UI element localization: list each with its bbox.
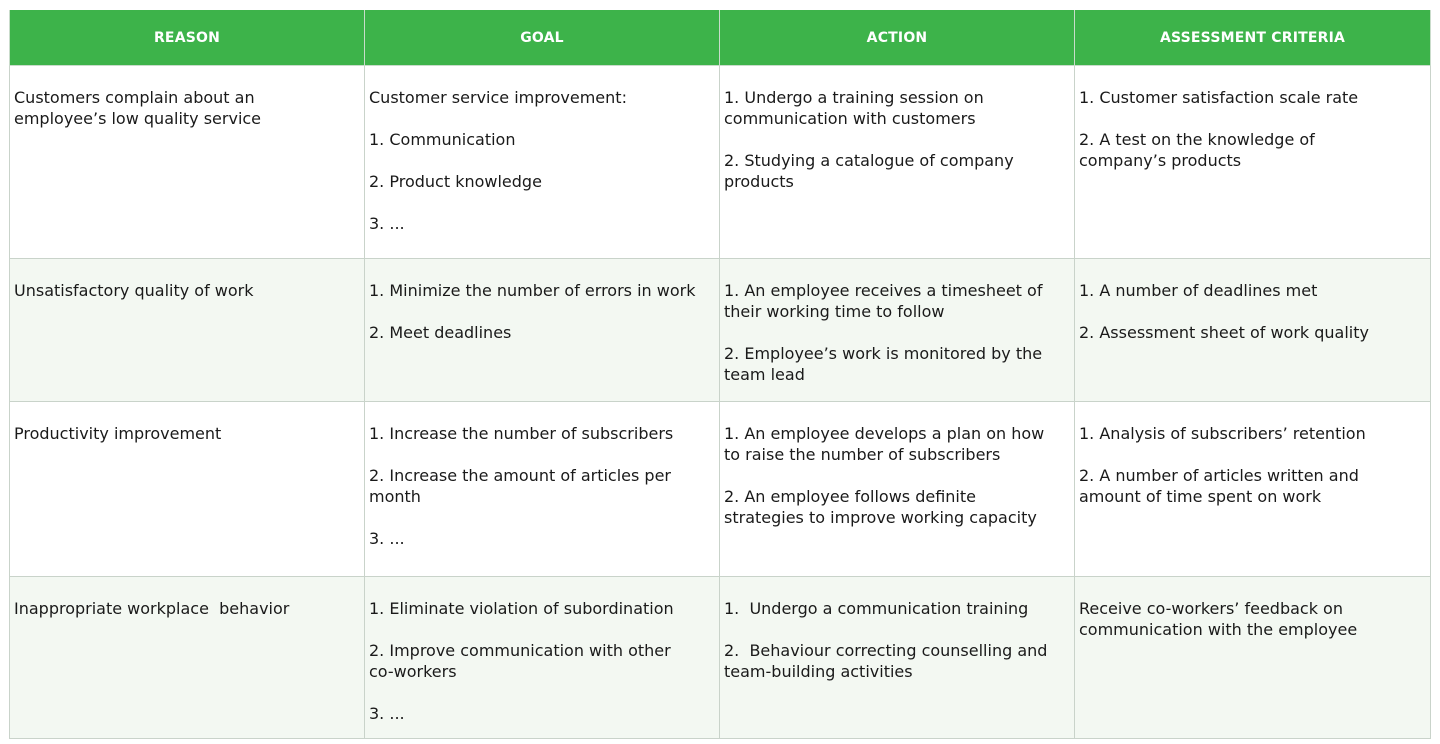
criteria-item bbox=[1079, 280, 1426, 301]
criteria-item bbox=[1079, 598, 1426, 640]
table-row bbox=[10, 402, 1431, 577]
criteria-text: 1. A number of deadlines met bbox=[1079, 281, 1318, 300]
header-goal: GOAL bbox=[365, 10, 720, 66]
criteria-text: 1. Analysis of subscribers’ retention bbox=[1079, 424, 1366, 443]
goal-text: month bbox=[369, 487, 421, 506]
criteria-text: 1. Customer satisfaction scale rate bbox=[1079, 88, 1359, 107]
action-text: 2. Behaviour correcting counselling and bbox=[724, 641, 1048, 660]
goals-table-container bbox=[9, 10, 1430, 739]
header-row bbox=[10, 10, 1431, 66]
goal-cell bbox=[365, 66, 720, 259]
action-item bbox=[724, 598, 1070, 619]
goal-text: 2. Increase the amount of articles per bbox=[369, 466, 672, 485]
reason-cell bbox=[10, 402, 365, 577]
reason-cell bbox=[10, 66, 365, 259]
goal-cell bbox=[365, 577, 720, 739]
criteria-text: amount of time spent on work bbox=[1079, 487, 1322, 506]
criteria-text: 2. Assessment sheet of work quality bbox=[1079, 323, 1369, 342]
goal-item bbox=[369, 598, 715, 619]
action-text: products bbox=[724, 172, 794, 191]
action-text: strategies to improve working capacity bbox=[724, 508, 1037, 527]
criteria-cell bbox=[1075, 402, 1431, 577]
action-text: 2. An employee follows definite bbox=[724, 487, 976, 506]
action-item bbox=[724, 280, 1070, 322]
action-item bbox=[724, 640, 1070, 682]
reason-cell bbox=[10, 259, 365, 402]
table-row bbox=[10, 259, 1431, 402]
goal-text: Customer service improvement: bbox=[369, 88, 627, 107]
goal-item bbox=[369, 465, 715, 507]
header-reason: REASON bbox=[10, 10, 365, 66]
criteria-cell bbox=[1075, 66, 1431, 259]
table-row bbox=[10, 577, 1431, 739]
criteria-text: communication with the employee bbox=[1079, 620, 1358, 639]
goal-item bbox=[369, 129, 715, 150]
goal-text: 2. Improve communication with other bbox=[369, 641, 671, 660]
criteria-item bbox=[1079, 423, 1426, 444]
goal-item bbox=[369, 280, 715, 301]
goal-text: 2. Product knowledge bbox=[369, 172, 542, 191]
reason-text: employee’s low quality service bbox=[14, 109, 262, 128]
goal-text: 2. Meet deadlines bbox=[369, 323, 512, 342]
action-text: 1. Undergo a communication training bbox=[724, 599, 1029, 618]
goal-text: co-workers bbox=[369, 662, 457, 681]
criteria-item bbox=[1079, 87, 1426, 108]
goal-text: 1. Communication bbox=[369, 130, 516, 149]
goal-item bbox=[369, 703, 715, 724]
criteria-item bbox=[1079, 465, 1426, 507]
goal-text: 3. ... bbox=[369, 529, 405, 548]
goal-item bbox=[369, 87, 715, 108]
table-row bbox=[10, 66, 1431, 259]
goal-item bbox=[369, 213, 715, 234]
goal-text: 3. ... bbox=[369, 214, 405, 233]
goal-item bbox=[369, 640, 715, 682]
action-item bbox=[724, 423, 1070, 465]
reason-text: Productivity improvement bbox=[14, 424, 222, 443]
criteria-cell bbox=[1075, 577, 1431, 739]
action-text: 1. Undergo a training session on bbox=[724, 88, 984, 107]
goal-item bbox=[369, 171, 715, 192]
action-item bbox=[724, 87, 1070, 129]
criteria-text: company’s products bbox=[1079, 151, 1242, 170]
action-cell bbox=[720, 66, 1075, 259]
action-text: team lead bbox=[724, 365, 805, 384]
action-item bbox=[724, 486, 1070, 528]
reason-text: Customers complain about an bbox=[14, 88, 255, 107]
goal-text: 1. Minimize the number of errors in work bbox=[369, 281, 696, 300]
header-action: ACTION bbox=[720, 10, 1075, 66]
criteria-item bbox=[1079, 322, 1426, 343]
criteria-cell bbox=[1075, 259, 1431, 402]
goal-item bbox=[369, 528, 715, 549]
action-text: communication with customers bbox=[724, 109, 976, 128]
reason-cell bbox=[10, 577, 365, 739]
action-text: 1. An employee develops a plan on how bbox=[724, 424, 1045, 443]
reason-text: Unsatisfactory quality of work bbox=[14, 281, 254, 300]
goals-table bbox=[9, 10, 1431, 739]
criteria-text: 2. A test on the knowledge of bbox=[1079, 130, 1315, 149]
action-text: their working time to follow bbox=[724, 302, 945, 321]
action-item bbox=[724, 150, 1070, 192]
goal-text: 1. Eliminate violation of subordination bbox=[369, 599, 674, 618]
goal-text: 1. Increase the number of subscribers bbox=[369, 424, 674, 443]
goal-text: 3. ... bbox=[369, 704, 405, 723]
action-text: 2. Studying a catalogue of company bbox=[724, 151, 1014, 170]
action-text: team-building activities bbox=[724, 662, 913, 681]
criteria-item bbox=[1079, 129, 1426, 171]
action-text: to raise the number of subscribers bbox=[724, 445, 1001, 464]
action-cell bbox=[720, 577, 1075, 739]
goal-item bbox=[369, 423, 715, 444]
action-cell bbox=[720, 259, 1075, 402]
action-text: 2. Employee’s work is monitored by the bbox=[724, 344, 1043, 363]
reason-text: Inappropriate workplace behavior bbox=[14, 599, 290, 618]
action-cell bbox=[720, 402, 1075, 577]
goal-item bbox=[369, 322, 715, 343]
header-assessment-criteria: ASSESSMENT CRITERIA bbox=[1075, 10, 1431, 66]
criteria-text: Receive co-workers’ feedback on bbox=[1079, 599, 1343, 618]
goal-cell bbox=[365, 259, 720, 402]
action-item bbox=[724, 343, 1070, 385]
criteria-text: 2. A number of articles written and bbox=[1079, 466, 1359, 485]
goal-cell bbox=[365, 402, 720, 577]
action-text: 1. An employee receives a timesheet of bbox=[724, 281, 1043, 300]
